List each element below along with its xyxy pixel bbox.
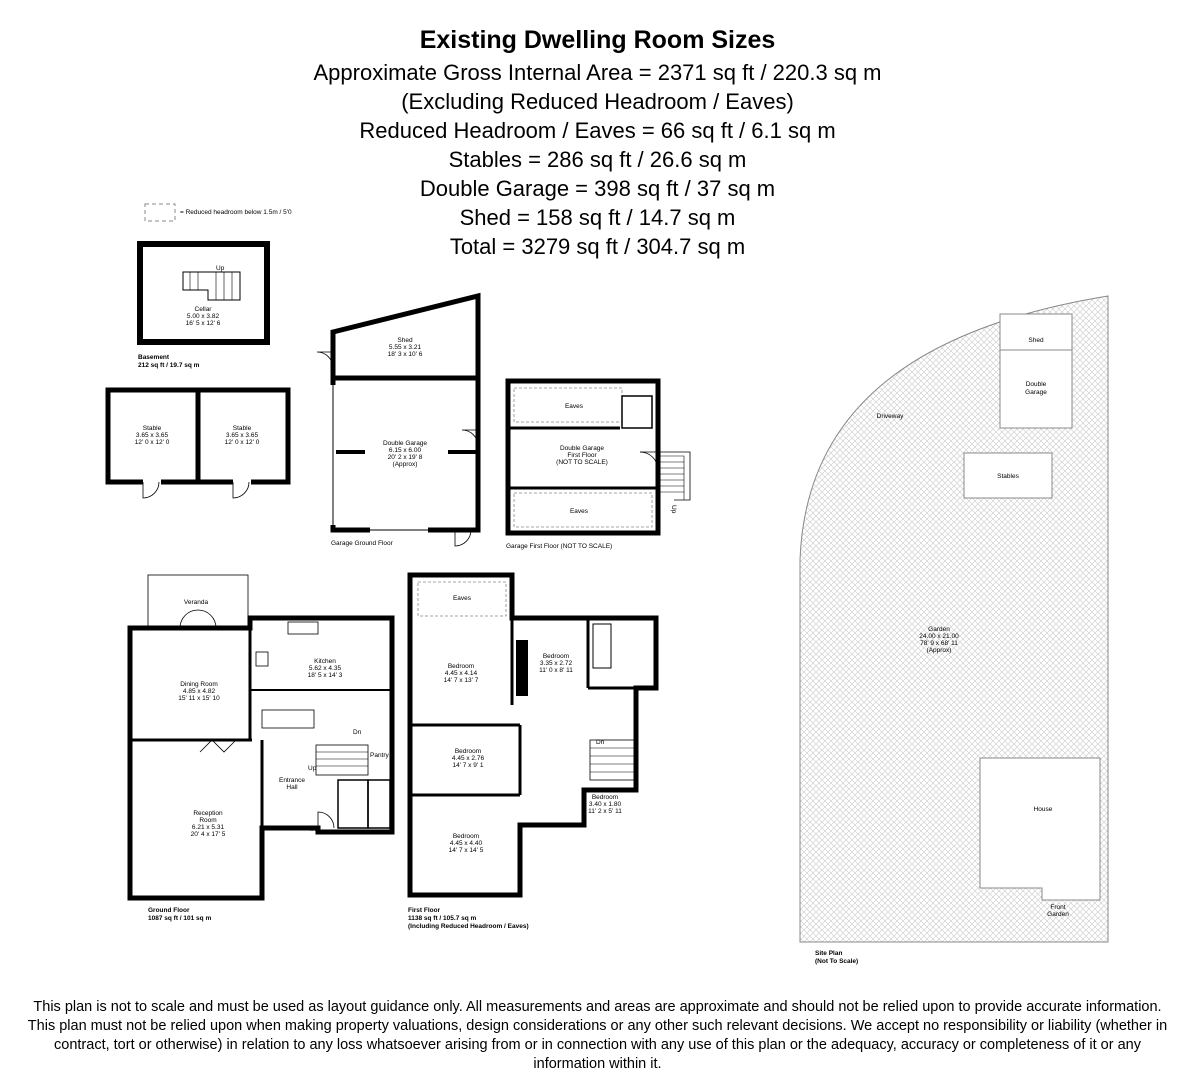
ground-floor-area: 1087 sq ft / 101 sq m bbox=[148, 915, 212, 922]
garage-ground-title: Garage Ground Floor bbox=[331, 540, 393, 547]
site-house-label: House bbox=[1033, 806, 1053, 813]
garage-first-plan bbox=[506, 381, 690, 550]
first-walls bbox=[410, 575, 656, 895]
kitchen-size-ft: 18' 5 x 14' 3 bbox=[307, 672, 343, 679]
garage-approx: (Approx) bbox=[392, 461, 418, 468]
garage-name: Double Garage bbox=[382, 440, 428, 447]
site-house bbox=[980, 758, 1100, 900]
dining-size-ft: 15' 11 x 15' 10 bbox=[178, 695, 220, 702]
garage-first-title: Garage First Floor (NOT TO SCALE) bbox=[506, 543, 613, 550]
shed-size-m: 5.55 x 3.21 bbox=[388, 344, 422, 351]
bedroom3-size-ft: 14' 7 x 9' 1 bbox=[452, 762, 484, 769]
bedroom4-size-ft: 11' 2 x 5' 11 bbox=[588, 808, 622, 815]
stable-1-size-m: 3.65 x 3.65 bbox=[135, 432, 169, 439]
cellar-name: Cellar bbox=[194, 306, 212, 313]
bedroom2-size-ft: 11' 0 x 8' 11 bbox=[539, 667, 573, 674]
reception-line2: Room bbox=[199, 817, 217, 824]
site-garage-block bbox=[1000, 314, 1072, 428]
bedroom4-name: Bedroom bbox=[591, 794, 619, 801]
site-plan bbox=[800, 296, 1108, 965]
garage-first-floor: First Floor bbox=[567, 452, 597, 459]
kitchen-size-m: 5.62 x 4.35 bbox=[308, 665, 342, 672]
bedroom1-name: Bedroom bbox=[447, 663, 475, 670]
bedroom1-size-m: 4.45 x 4.14 bbox=[444, 670, 478, 677]
cellar-size-ft: 16' 5 x 12' 6 bbox=[185, 320, 221, 327]
legend bbox=[145, 204, 292, 221]
reception-line1: Reception bbox=[193, 810, 223, 817]
dining-size-m: 4.85 x 4.82 bbox=[182, 688, 216, 695]
stables-plan bbox=[108, 390, 288, 498]
site-garage-line1: Double bbox=[1025, 381, 1047, 388]
cellar-walls bbox=[140, 244, 267, 342]
bedroom5-name: Bedroom bbox=[452, 833, 480, 840]
entrance-line2: Hall bbox=[286, 784, 298, 791]
bedroom5-size-ft: 14' 7 x 14' 5 bbox=[448, 847, 484, 854]
site-garden-approx: (Approx) bbox=[926, 647, 952, 654]
veranda-label: Veranda bbox=[183, 599, 209, 606]
total-area: Total = 3279 sq ft / 304.7 sq m bbox=[449, 234, 746, 259]
bedroom2-size-m: 3.35 x 2.72 bbox=[539, 660, 573, 667]
legend-text: = Reduced headroom below 1.5m / 5'0 bbox=[180, 209, 292, 216]
basement-title: Basement bbox=[138, 354, 170, 361]
ground-floor-plan bbox=[130, 575, 392, 922]
external-stairs bbox=[658, 456, 684, 500]
basement-area: 212 sq ft / 19.7 sq m bbox=[138, 362, 200, 369]
site-garden-name: Garden bbox=[928, 626, 950, 633]
bedroom1-size-ft: 14' 7 x 13' 7 bbox=[443, 677, 479, 684]
cellar-up-label: Up bbox=[216, 265, 225, 272]
gross-internal-area: Approximate Gross Internal Area = 2371 sq ft / 220.3 sq m bbox=[313, 60, 882, 85]
reception-size-m: 6.21 x 5.31 bbox=[191, 824, 225, 831]
garage-first-notscale: (NOT TO SCALE) bbox=[556, 459, 608, 466]
double-garage-area: Double Garage = 398 sq ft / 37 sq m bbox=[419, 176, 776, 201]
stable-2-size-ft: 12' 0 x 12' 0 bbox=[224, 439, 260, 446]
first-floor-plan bbox=[408, 575, 656, 930]
page-title: Existing Dwelling Room Sizes bbox=[419, 26, 776, 54]
garage-first-eaves-top-label: Eaves bbox=[564, 403, 584, 410]
site-garden-size-m: 24.00 x 21.00 bbox=[919, 633, 959, 640]
garage-first-name: Double Garage bbox=[559, 445, 605, 452]
first-floor-note: (Including Reduced Headroom / Eaves) bbox=[408, 923, 529, 930]
stable-2-size-m: 3.65 x 3.65 bbox=[225, 432, 259, 439]
site-front-garden-line2: Garden bbox=[1047, 911, 1069, 918]
shed-area: Shed = 158 sq ft / 14.7 sq m bbox=[459, 205, 736, 230]
garage-ground-plan bbox=[317, 296, 478, 547]
stable-1-name: Stable bbox=[142, 425, 162, 432]
dining-name: Dining Room bbox=[180, 681, 218, 688]
site-driveway: Driveway bbox=[876, 413, 904, 420]
bedroom3-size-m: 4.45 x 2.76 bbox=[451, 755, 485, 762]
garage-size-ft: 20' 2 x 19' 8 bbox=[387, 454, 423, 461]
basement-plan bbox=[138, 244, 267, 369]
stables-area: Stables = 286 sq ft / 26.6 sq m bbox=[448, 147, 747, 172]
site-garage-line2: Garage bbox=[1025, 389, 1047, 396]
cellar-size-m: 5.00 x 3.82 bbox=[186, 313, 220, 320]
entrance-line1: Entrance bbox=[278, 777, 306, 784]
reception-size-ft: 20' 4 x 17' 5 bbox=[190, 831, 226, 838]
pantry-label: Pantry bbox=[370, 752, 389, 759]
ground-dn-label: Dn bbox=[353, 729, 362, 736]
stable-2-name: Stable bbox=[232, 425, 252, 432]
kitchen-name: Kitchen bbox=[314, 658, 336, 665]
legend-swatch bbox=[145, 204, 175, 221]
first-eaves-label: Eaves bbox=[452, 595, 472, 602]
bedroom4-size-m: 3.40 x 1.80 bbox=[588, 801, 622, 808]
garage-first-up: Up bbox=[670, 505, 677, 514]
bedroom3-name: Bedroom bbox=[454, 748, 482, 755]
entrance-in-label: IN bbox=[310, 826, 317, 833]
excluding-note: (Excluding Reduced Headroom / Eaves) bbox=[401, 89, 794, 114]
site-shed: Shed bbox=[1028, 337, 1044, 344]
site-plan-note: (Not To Scale) bbox=[815, 958, 859, 965]
site-plan-title: Site Plan bbox=[815, 950, 843, 957]
shed-name: Shed bbox=[397, 337, 413, 344]
first-floor-title: First Floor bbox=[408, 907, 441, 914]
site-garden-size-ft: 78' 9 x 68' 11 bbox=[920, 640, 958, 647]
disclaimer: This plan is not to scale and must be used as layout guidance only. All measurements and areas are approximate and should not be relied upon to provide accurate information. This plan must not be relied upon when making property valuations, design considerations or any other such relevant decisions. We accept no responsibility or liability (whether in contract, tort or otherwise) in relation to any loss whatsoever arising from or in connection with any use of this plan or the adequacy, accuracy or completeness of it or any information within it. bbox=[27, 999, 1168, 1072]
reduced-headroom-area: Reduced Headroom / Eaves = 66 sq ft / 6.1 sq m bbox=[359, 118, 836, 143]
chimney-breast bbox=[516, 640, 528, 696]
site-front-garden-line1: Front bbox=[1050, 904, 1066, 911]
first-dn-label: Dn bbox=[596, 739, 605, 746]
ground-up-label: Up bbox=[308, 765, 317, 772]
first-floor-area: 1138 sq ft / 105.7 sq m bbox=[408, 915, 477, 922]
ground-floor-title: Ground Floor bbox=[148, 907, 190, 914]
bedroom2-name: Bedroom bbox=[542, 653, 570, 660]
stable-1-size-ft: 12' 0 x 12' 0 bbox=[134, 439, 170, 446]
shed-size-ft: 18' 3 x 10' 6 bbox=[387, 351, 423, 358]
site-stables: Stables bbox=[997, 473, 1019, 480]
bedroom5-size-m: 4.45 x 4.40 bbox=[449, 840, 483, 847]
garage-size-m: 6.15 x 6.00 bbox=[388, 447, 422, 454]
garage-first-eaves-bottom-label: Eaves bbox=[569, 508, 589, 515]
